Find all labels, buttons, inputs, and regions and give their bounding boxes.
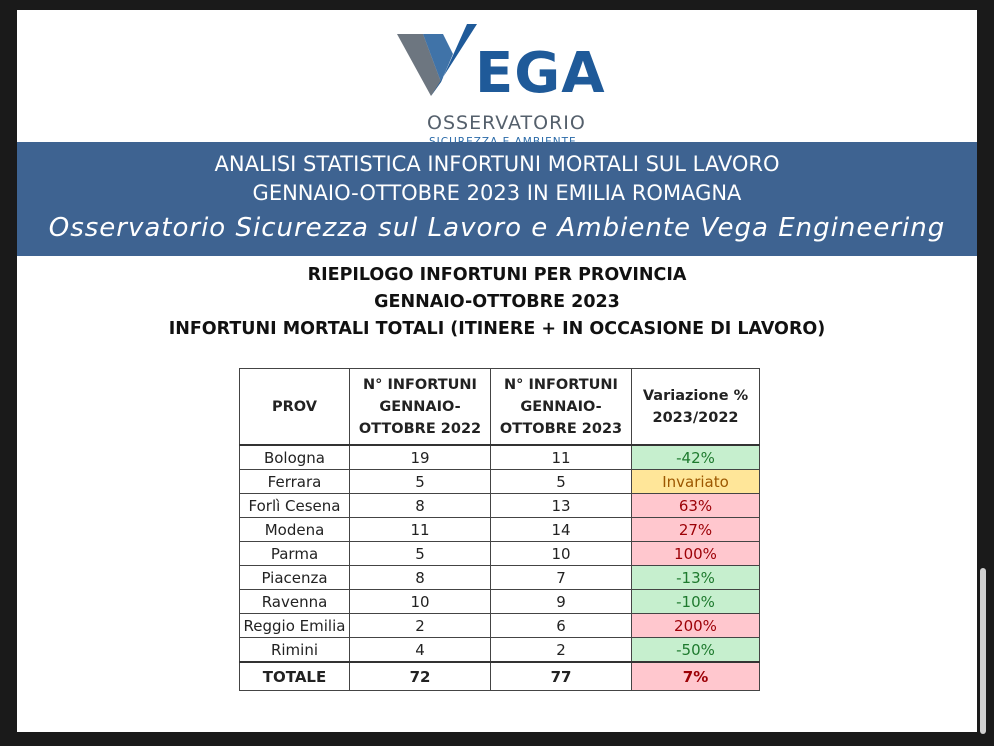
cell-2023: 9 — [491, 590, 632, 614]
table-heading — [17, 262, 977, 343]
header-2022-line-2: GENNAIO- — [379, 398, 461, 415]
cell-2023: 11 — [491, 445, 632, 470]
cell-variation: -42% — [632, 445, 760, 470]
cell-variation: -13% — [632, 566, 760, 590]
cell-variation: 63% — [632, 494, 760, 518]
cell-2023: 14 — [491, 518, 632, 542]
cell-variation: 27% — [632, 518, 760, 542]
cell-2022: 8 — [350, 494, 491, 518]
heading-line-3: INFORTUNI MORTALI TOTALI (ITINERE + IN OCCASIONE DI LAVORO) — [168, 319, 826, 339]
scrollbar[interactable] — [980, 568, 986, 734]
cell-variation: -50% — [632, 638, 760, 663]
cell-2022: 8 — [350, 566, 491, 590]
header-variation — [632, 369, 760, 446]
total-2023: 77 — [491, 662, 632, 691]
header-2022-line-3: OTTOBRE 2022 — [358, 420, 482, 437]
header-2022-line-1: N° INFORTUNI — [363, 376, 477, 393]
heading-line-2: GENNAIO-OTTOBRE 2023 — [374, 292, 620, 312]
cell-2022: 2 — [350, 614, 491, 638]
table-row — [240, 470, 760, 494]
cell-prov: Bologna — [240, 445, 350, 470]
cell-2023: 13 — [491, 494, 632, 518]
cell-2022: 10 — [350, 590, 491, 614]
banner-title-line-1: ANALISI STATISTICA INFORTUNI MORTALI SUL LAVORO — [214, 152, 780, 176]
cell-2023: 7 — [491, 566, 632, 590]
header-2022 — [350, 369, 491, 446]
cell-2023: 6 — [491, 614, 632, 638]
heading-line-1: RIEPILOGO INFORTUNI PER PROVINCIA — [307, 265, 687, 285]
header-prov: PROV — [240, 369, 350, 446]
cell-prov: Modena — [240, 518, 350, 542]
total-2022: 72 — [350, 662, 491, 691]
cell-prov: Piacenza — [240, 566, 350, 590]
vega-logo — [397, 24, 606, 146]
total-label: TOTALE — [240, 662, 350, 691]
table-row — [240, 542, 760, 566]
cell-prov: Rimini — [240, 638, 350, 663]
table-row — [240, 494, 760, 518]
table-row — [240, 566, 760, 590]
banner-title-line-2: GENNAIO-OTTOBRE 2023 IN EMILIA ROMAGNA — [252, 181, 742, 205]
cell-variation: 100% — [632, 542, 760, 566]
logo-wordmark: EGA — [475, 41, 606, 106]
province-table — [239, 368, 760, 691]
table-header-row — [240, 369, 760, 446]
table-row — [240, 614, 760, 638]
logo-subtitle-osservatorio: OSSERVATORIO — [427, 112, 586, 134]
document-page — [17, 10, 977, 732]
total-variation: 7% — [632, 662, 760, 691]
header-variation-line-2: 2023/2022 — [652, 409, 739, 426]
cell-variation: 200% — [632, 614, 760, 638]
cell-2022: 5 — [350, 470, 491, 494]
cell-variation: Invariato — [632, 470, 760, 494]
vega-v-mark-icon — [397, 24, 477, 96]
cell-2023: 2 — [491, 638, 632, 663]
cell-2022: 4 — [350, 638, 491, 663]
table-row — [240, 638, 760, 663]
cell-2022: 19 — [350, 445, 491, 470]
cell-prov: Ferrara — [240, 470, 350, 494]
header-2023-line-2: GENNAIO- — [520, 398, 602, 415]
table-total-row — [240, 662, 760, 691]
cell-variation: -10% — [632, 590, 760, 614]
title-banner — [17, 142, 977, 256]
cell-2022: 5 — [350, 542, 491, 566]
cell-2022: 11 — [350, 518, 491, 542]
header-2023-line-1: N° INFORTUNI — [504, 376, 618, 393]
table-row — [240, 518, 760, 542]
table-row — [240, 590, 760, 614]
cell-prov: Parma — [240, 542, 350, 566]
cell-2023: 10 — [491, 542, 632, 566]
cell-prov: Ravenna — [240, 590, 350, 614]
cell-prov: Reggio Emilia — [240, 614, 350, 638]
cell-2023: 5 — [491, 470, 632, 494]
header-variation-line-1: Variazione % — [642, 387, 749, 404]
header-2023-line-3: OTTOBRE 2023 — [499, 420, 623, 437]
header-2023 — [491, 369, 632, 446]
banner-subtitle: Osservatorio Sicurezza sul Lavoro e Ambiente Vega Engineering — [48, 213, 946, 243]
cell-prov: Forlì Cesena — [240, 494, 350, 518]
table-row — [240, 445, 760, 470]
